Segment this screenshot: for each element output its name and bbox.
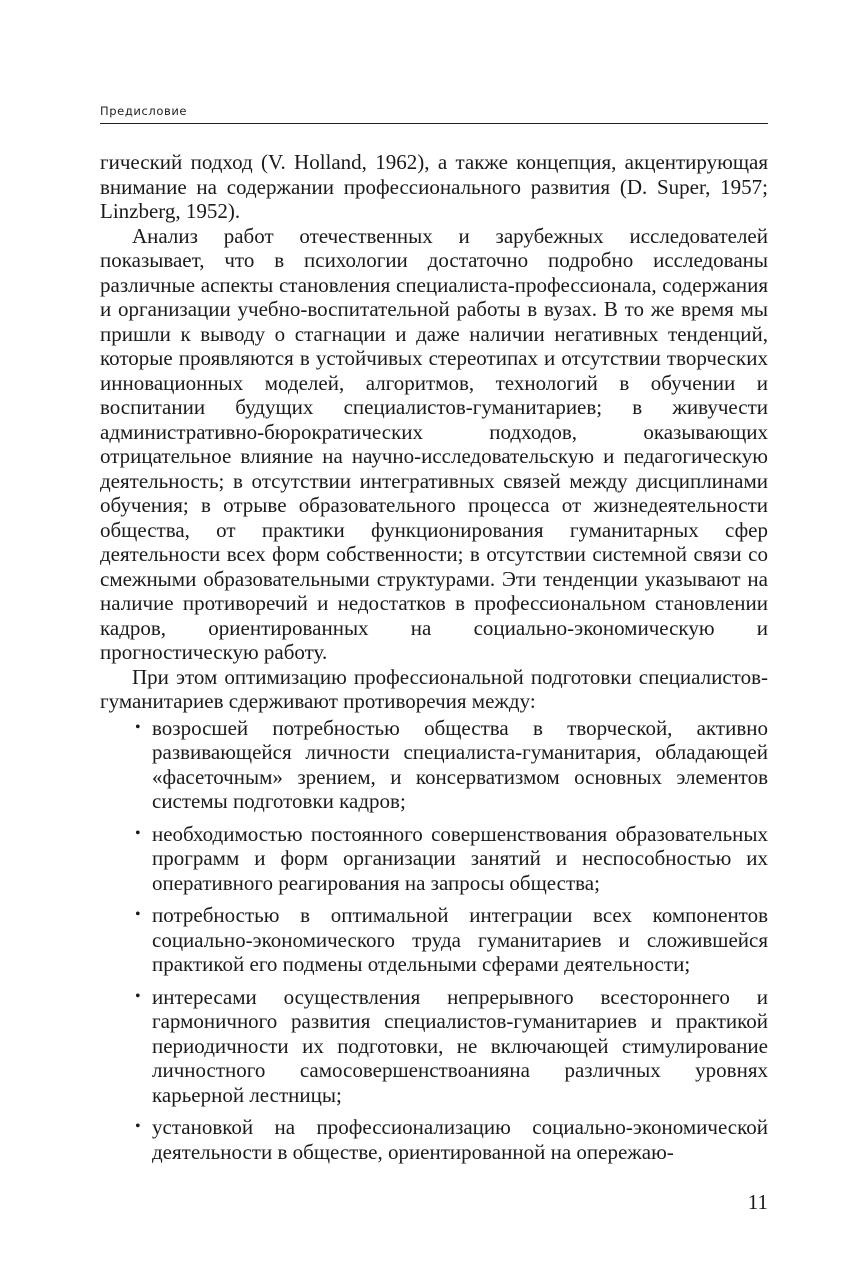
list-item [100, 985, 768, 1108]
paragraph-contradictions-intro: При этом оптимизацию профессиональной подготовки специалистов-гуманитариев сдерживают противоречия между: [100, 664, 768, 713]
body-text [100, 150, 768, 1172]
bullet-icon: • [135, 987, 141, 1005]
paragraph-analysis: Анализ работ отечественных и зарубежных исследователей показывает, что в психологии достаточно подробно исследованы различные аспекты становления специалиста-профессионала, содержания и организации учебно-воспитательной работы в вузах. В то же время мы пришли к выводу о стагнации и даже наличии негативных тенденций, которые проявляются в устойчивых стереотипах и отсутствии творческих инновационных моделей, алгоритмов, технологий в обучении и воспитании будущих специалистов-гуманитариев; в живучести административно-бюрократических подходов, оказывающих отрицательное влияние на научно-исследовательскую и педагогическую деятельность; в отсутствии интегративных связей между дисциплинами обучения; в отрыве образовательного процесса от жизнедеятельности общества, от практики функционирования гуманитарных сфер деятельности всех форм собственности; в отсутствии системной связи со смежными образовательными структурами. Эти тенденции указывают на наличие противоречий и недостатков в профессиональном становлении кадров, ориентированных на социально-экономическую и прогностическую работу. [100, 223, 768, 664]
running-head: Предисловие [100, 104, 188, 118]
bullet-icon: • [135, 1118, 141, 1135]
page-number: 11 [747, 1190, 768, 1214]
list-item-text: возросшей потребностью общества в творческой, активно развивающейся личности специалиста-гуманитария, обладающей «фасеточным» зрением, и консерватизмом основных элементов системы подготовки кадров; [152, 715, 768, 813]
paragraph-continuation: гический подход (V. Holland, 1962), а также концепция, акцентирующая внимание на содержании профессионального развития (D. Super, 1957; Linzberg, 1952). [100, 150, 768, 223]
contradictions-list [100, 716, 768, 1165]
list-item [100, 903, 768, 977]
bullet-icon: • [135, 824, 141, 842]
list-item [100, 822, 768, 896]
header-rule [100, 123, 768, 124]
list-item [100, 716, 768, 814]
list-item-text: необходимостью постоянного совершенствования образовательных программ и форм организации занятий и неспособностью их оперативного реагирования на запросы общества; [152, 821, 768, 895]
list-item-text: установкой на профессионализацию социально-экономической деятельности в обществе, ориентированной на опережаю- [152, 1115, 768, 1164]
bullet-icon: • [135, 718, 141, 736]
list-item-text: интересами осуществления непрерывного всестороннего и гармоничного развития специалистов-гуманитариев и практикой периодичности их подготовки, не включающей стимулирование личностного самосовершенствоаниянa различных уровнях карьерной лестницы; [152, 984, 768, 1107]
bullet-icon: • [135, 906, 141, 923]
list-item-text: потребностью в оптимальной интеграции всех компонентов социально-экономического труда гуманитариев и сложившейся практикой его подмены отдельными сферами деятельности; [152, 903, 768, 976]
list-item [100, 1115, 768, 1164]
